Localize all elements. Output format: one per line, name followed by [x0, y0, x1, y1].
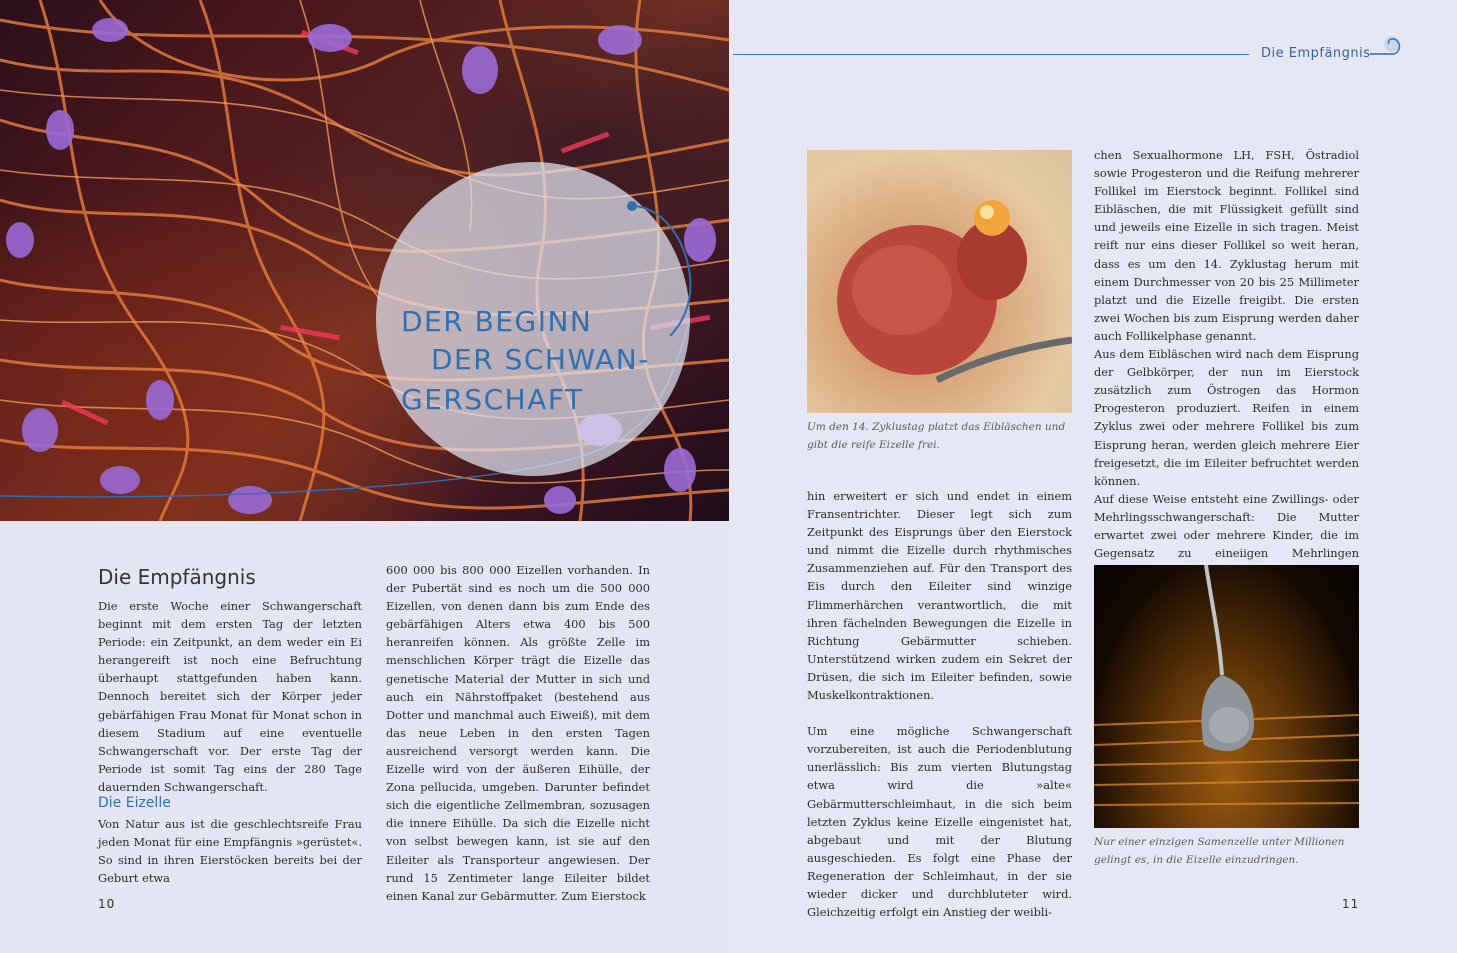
swirl-icon	[620, 196, 700, 336]
hero-title-line2: DER SCHWAN-	[431, 343, 650, 376]
paragraph: Auf diese Weise entsteht eine Zwillings- oder Mehrlingsschwangerschaft: Die Mutter erwartet zwei oder mehrere Kinder, die im Gegensatz zu eineiigen Mehrlingen	[1094, 491, 1359, 561]
paragraph: Um eine mögliche Schwangerschaft vorzubereiten, ist auch die Periodenblutung unerlässlich: Bis zum vierten Blutungstag etwa wird die »alte« Gebärmutterschleimhaut, in die sich beim letzten Zyklus keine Eizelle eingenistet hat, abgebaut und mit der Blutung ausgeschieden. Es folgt eine Phase der Regeneration der Schleimhaut, in der sie wieder dicker und durchbluteter wird. Gleichzeitig erfolgt ein Anstieg der weibli-	[807, 724, 1072, 920]
column-1	[98, 597, 362, 796]
hero-sperm-image	[0, 0, 729, 521]
paragraph: Von Natur aus ist die geschlechtsreife Frau jeden Monat für eine Empfängnis »gerüstet«. So sind in ihren Eierstöcken bereits bei der Geburt etwa	[98, 817, 362, 886]
paragraph: 600 000 bis 800 000 Eizellen vorhanden. In der Pubertät sind es noch um die 500 000 Eizellen, von denen dann bis zum Ende des gebärfähigen Alters etwa 400 bis 500 heranreifen können. Als größte Zelle im menschlichen Körper trägt die Eizelle das genetische Material der Mutter in sich und auch ein Nährstoffpaket (bestehend aus Dotter und manchmal auch Eiweiß), mit dem das neue Leben in den ersten Tagen ausreichend versorgt werden kann. Die Eizelle wird von der äußeren Eihülle, der Zona pellucida, umgeben. Darunter befindet sich die eigentliche Zellmembran, sozusagen die innere Eihülle. Da sich die Eizelle nicht von selbst bewegen kann, ist sie auf den Eileiter als Transporteur angewiesen. Der rund 15 Zentimeter lange Eileiter bildet einen Kanal zur Gebärmutter. Zum Eierstock	[386, 563, 650, 903]
page-number-left: 10	[98, 897, 116, 911]
hero-title-line3: GERSCHAFT	[401, 383, 584, 416]
subheading-eizelle: Die Eizelle	[98, 795, 171, 811]
column-3	[807, 487, 1072, 921]
paragraph: Die erste Woche einer Schwangerschaft beginnt mit dem ersten Tag der letzten Periode: ein Zeitpunkt, an dem weder ein Ei herangereift ist noch eine Befruchtung überhaupt stattgefunden haben kann. Dennoch bereitet sich der Körper jeder gebärfähigen Frau Monat für Monat schon in diesem Stadium auf eine eventuelle Schwangerschaft vor. Der erste Tag der Periode ist somit Tag eins der 280 Tage dauernden Schwangerschaft.	[98, 599, 362, 794]
column-4	[1094, 146, 1359, 580]
section-heading: Die Empfängnis	[98, 565, 256, 589]
paragraph: chen Sexualhormone LH, FSH, Östradiol sowie Progesteron und die Reifung mehrerer Follikel im Eierstock beginnt. Follikel sind Eibläschen, die mit Flüssigkeit gefüllt sind und jeweils eine Eizelle in sich tragen. Meist reift nur eins dieser Follikel so weit heran, dass es um den 14. Zyklustag herum mit einem Durchmesser von 20 bis 25 Millimeter platzt und die Eizelle freigibt. Die ersten zwei Wochen bis zum Eisprung werden daher auch Follikelphase genannt.	[1094, 148, 1359, 343]
hero-title-line1: DER BEGINN	[401, 305, 593, 338]
sperm-egg-graphic	[1094, 565, 1359, 828]
header-rule	[733, 54, 1249, 55]
column-2	[386, 561, 650, 905]
ovulation-photo	[807, 150, 1072, 413]
spiral-icon	[1370, 34, 1404, 58]
photo2-caption: Nur einer einzigen Samenzelle unter Millionen gelingt es, in die Eizelle einzudringen.	[1094, 836, 1345, 866]
photo1-caption: Um den 14. Zyklustag platzt das Eibläschen und gibt die reife Eizelle frei.	[807, 421, 1066, 451]
paragraph: Aus dem Eibläschen wird nach dem Eisprung der Gelbkörper, der nun im Eierstock zusätzlich zum Östrogen das Hormon Progesteron produziert. Reifen in einem Zyklus zwei oder mehrere Follikel bis zum Eisprung heran, werden gleich mehrere Eier freigesetzt, die im Eileiter befruchtet werden können.	[1094, 347, 1359, 488]
paragraph: hin erweitert er sich und endet in einem Fransentrichter. Dieser legt sich zum Zeitpunkt des Eisprungs über den Eierstock und nimmt die Eizelle durch rhythmisches Zusammenziehen auf. Für den Transport des Eis durch den Eileiter sind winzige Flimmerhärchen verantwortlich, die mit ihren fächelnden Bewegungen die Eizelle in Richtung Gebärmutter schieben. Unterstützend wirken zudem ein Sekret der Drüsen, die sich im Eileiter befinden, sowie Muskelkontraktionen.	[807, 489, 1072, 703]
page-number-right: 11	[1342, 897, 1360, 911]
sperm-egg-photo	[1094, 565, 1359, 828]
column-1-continued	[98, 815, 362, 887]
ovulation-graphic	[807, 150, 1072, 413]
running-header: Die Empfängnis	[1261, 46, 1371, 61]
